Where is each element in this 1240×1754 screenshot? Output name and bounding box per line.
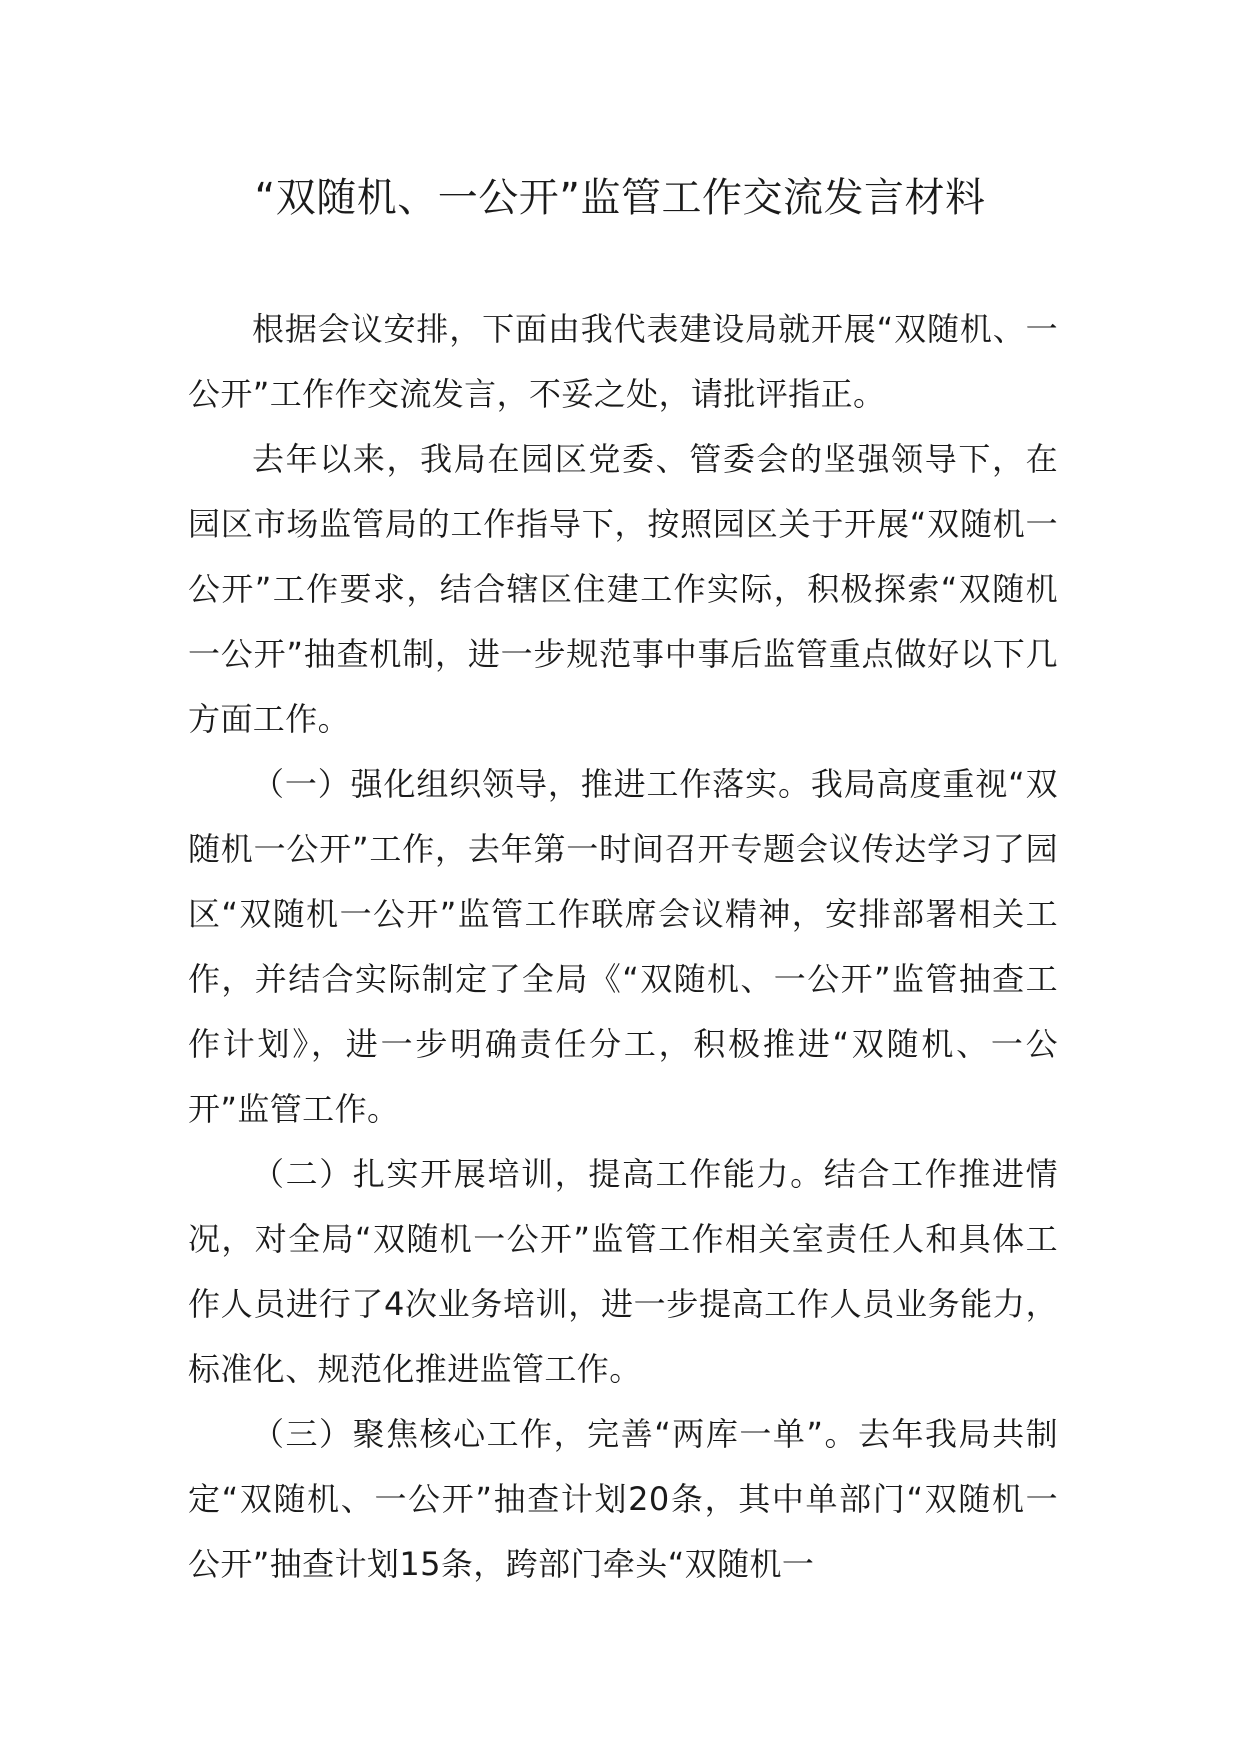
paragraph-section-3: （三）聚焦核心工作，完善“两库一单”。去年我局共制定“双随机、一公开”抽查计划20条，其中单部门“双随机一公开”抽查计划15条，跨部门牵头“双随机一 bbox=[188, 1415, 1058, 1583]
paragraph-intro: 根据会议安排，下面由我代表建设局就开展“双随机、一公开”工作作交流发言，不妥之处，请批评指正。 bbox=[188, 310, 1058, 413]
paragraph-section-1: （一）强化组织领导，推进工作落实。我局高度重视“双随机一公开”工作，去年第一时间召开专题会议传达学习了园区“双随机一公开”监管工作联席会议精神，安排部署相关工作，并结合实际制定了全局《“双随机、一公开”监管抽查工作计划》，进一步明确责任分工，积极推进“双随机、一公开”监管工作。 bbox=[188, 765, 1058, 1128]
paragraph-overview: 去年以来，我局在园区党委、管委会的坚强领导下，在园区市场监管局的工作指导下，按照园区关于开展“双随机一公开”工作要求，结合辖区住建工作实际，积极探索“双随机一公开”抽查机制，进一步规范事中事后监管重点做好以下几方面工作。 bbox=[188, 440, 1058, 738]
paragraph-section-2: （二）扎实开展培训，提高工作能力。结合工作推进情况，对全局“双随机一公开”监管工作相关室责任人和具体工作人员进行了4次业务培训，进一步提高工作人员业务能力，标准化、规范化推进监管工作。 bbox=[188, 1155, 1058, 1388]
document-body bbox=[188, 297, 1058, 1597]
document-title: “双随机、一公开”监管工作交流发言材料 bbox=[254, 175, 986, 221]
